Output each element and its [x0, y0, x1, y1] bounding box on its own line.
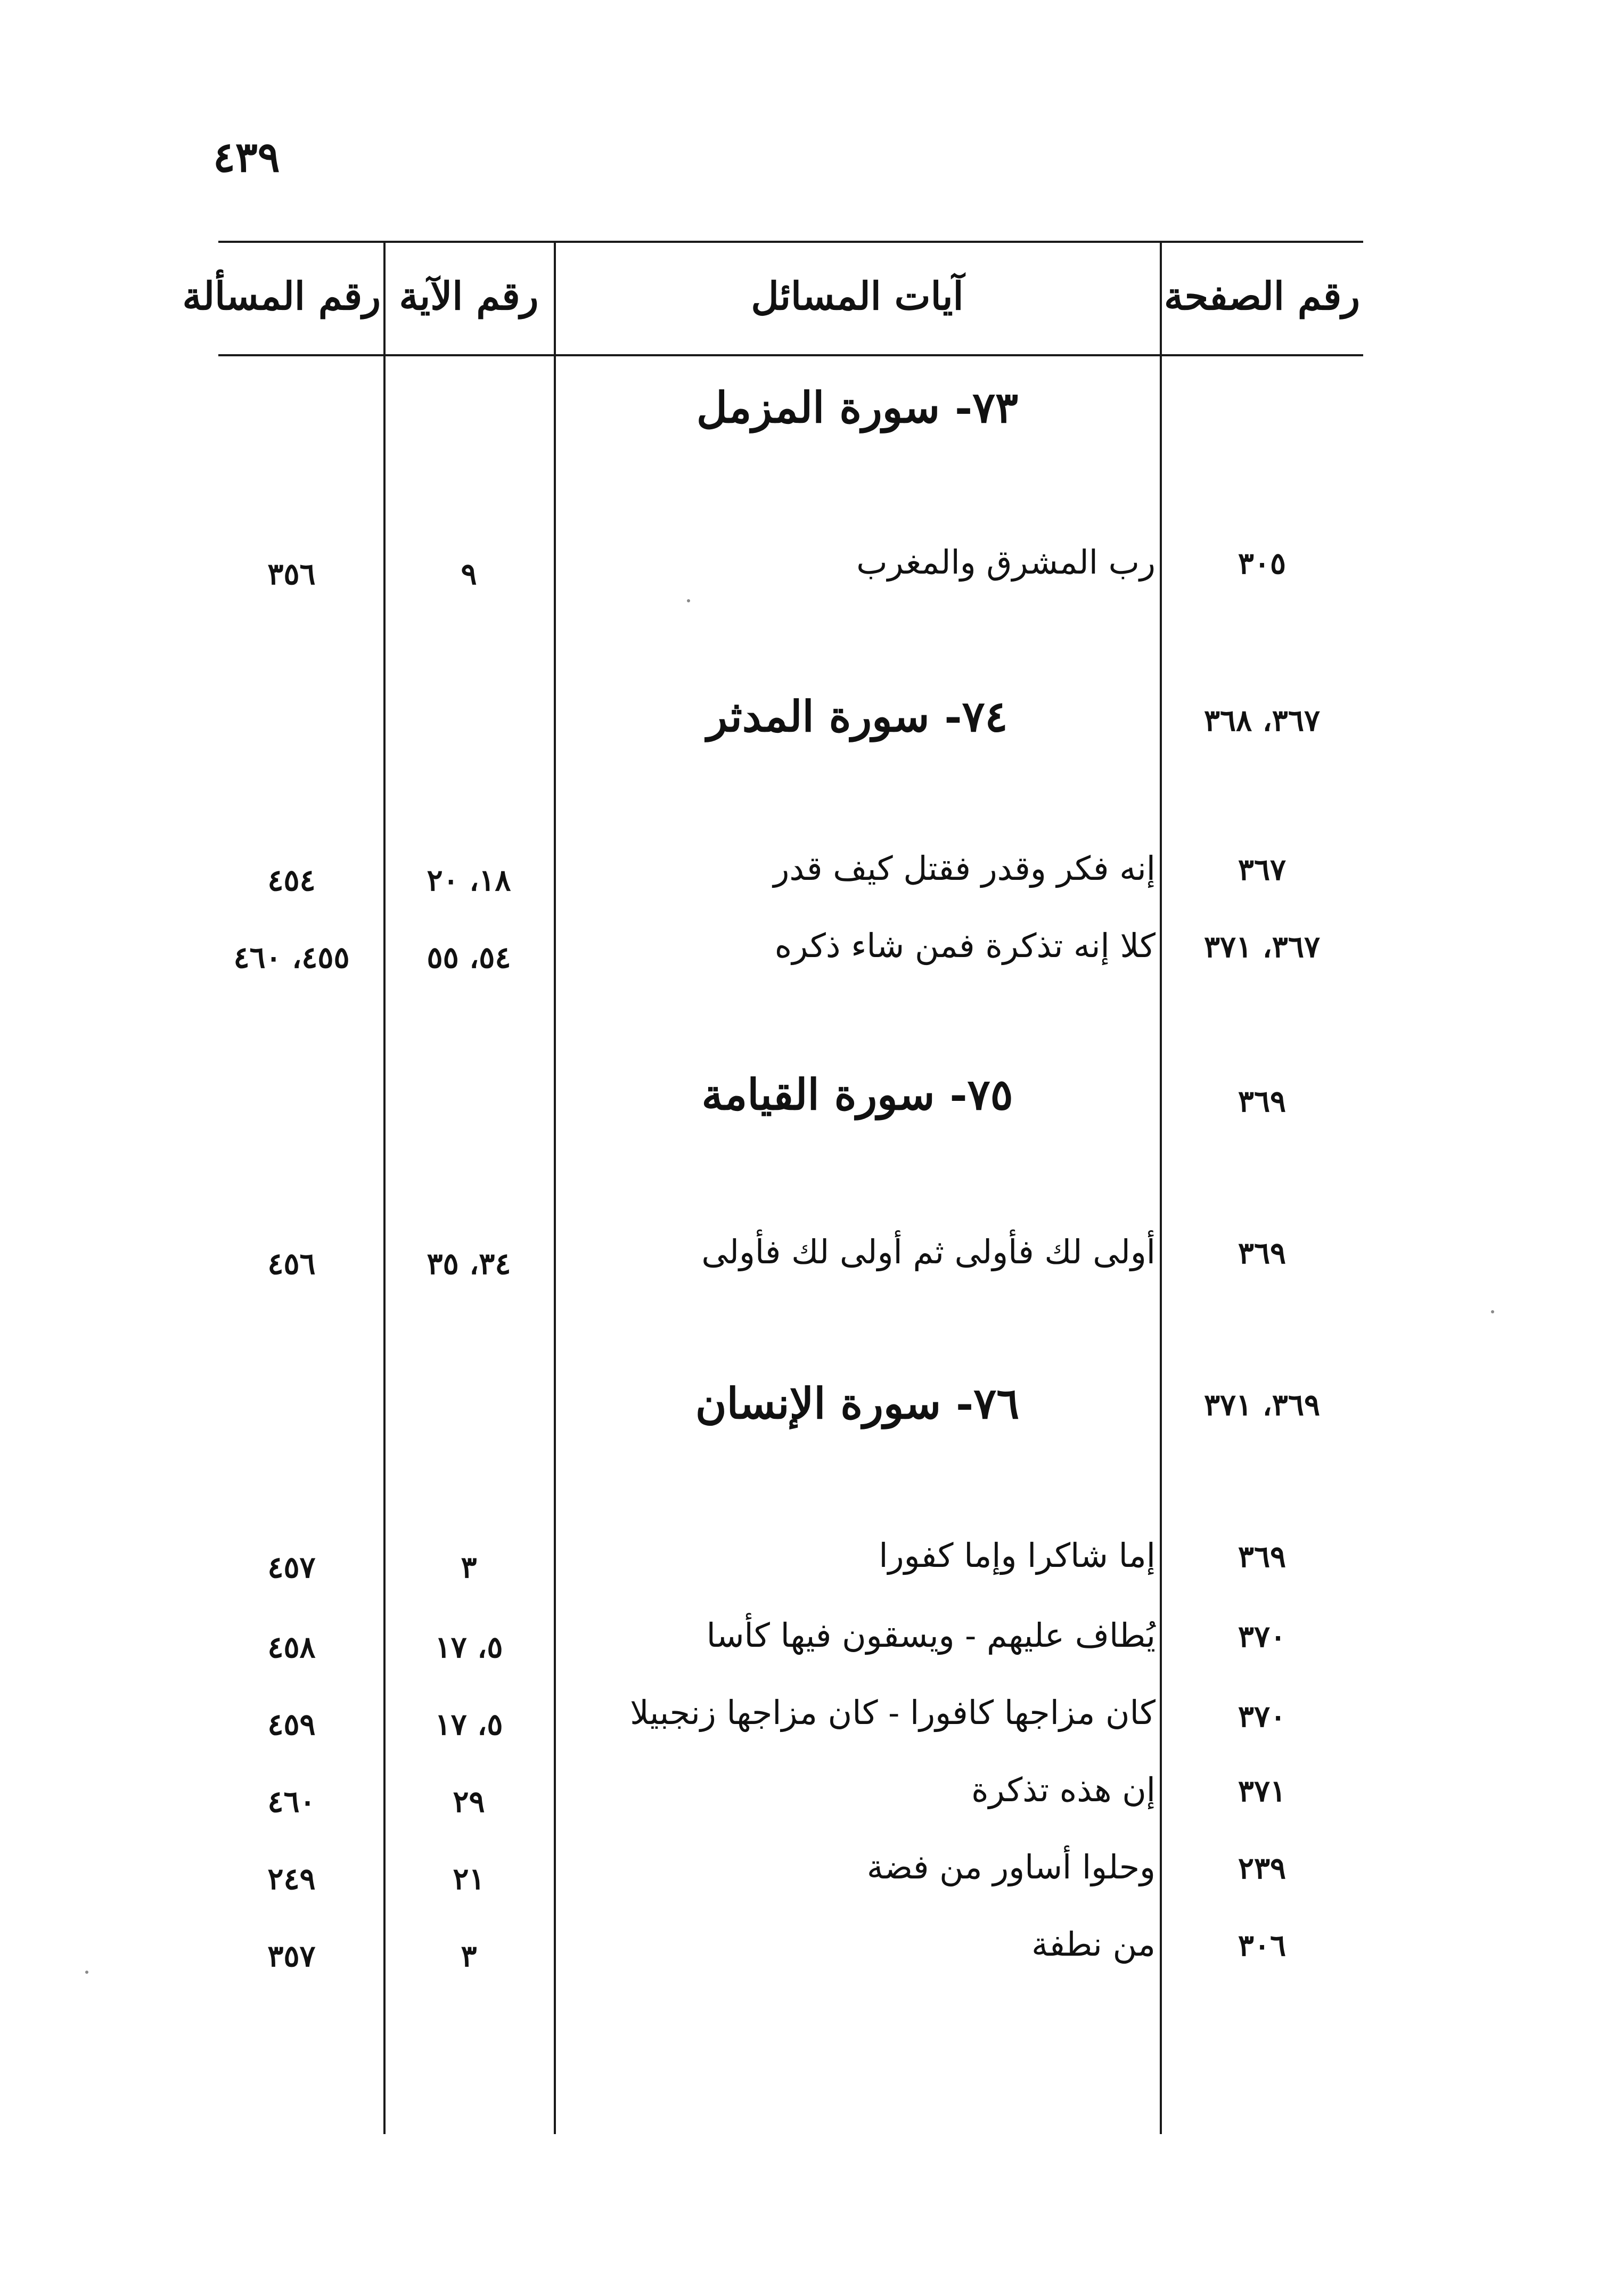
row-6-verse-text: أولى لك فأولى ثم أولى لك فأولى: [701, 1232, 1156, 1271]
row-9-page: ٣٧٠: [1238, 1619, 1287, 1654]
row-11-issue-number: ٤٦٠: [267, 1784, 316, 1819]
row-13-verse-text: من نطفة: [1031, 1925, 1156, 1964]
row-1-issue-number: ٣٥٦: [267, 557, 316, 592]
row-10-issue-number: ٤٥٩: [267, 1707, 316, 1742]
scan-speck: [85, 1971, 88, 1974]
surah-title: ٧٥- سورة القيامة: [701, 1069, 1013, 1120]
row-12-issue-number: ٢٤٩: [267, 1861, 316, 1897]
page-number: ٤٣٩: [213, 133, 280, 182]
row-8-issue-number: ٤٥٧: [267, 1550, 316, 1585]
row-13-verse-number: ٣: [461, 1939, 477, 1974]
row-4-issue-number: ٤٥٥، ٤٦٠: [233, 940, 350, 975]
row-3-verse-text: إنه فكر وقدر فقتل كيف قدر: [773, 849, 1156, 888]
table-top-rule: [218, 241, 1363, 243]
header-verses: آيات المسائل: [751, 273, 964, 318]
row-9-verse-text: يُطاف عليهم - ويسقون فيها كأسا: [706, 1616, 1156, 1655]
row-9-issue-number: ٤٥٨: [267, 1630, 316, 1665]
scan-speck: [1491, 1310, 1494, 1313]
header-verse-number: رقم الآية: [399, 273, 539, 318]
column-divider-1: [383, 241, 386, 2134]
row-11-verse-text: إن هذه تذكرة: [971, 1770, 1156, 1809]
column-divider-3: [1160, 241, 1162, 2134]
row-12-verse-text: وحلوا أساور من فضة: [866, 1848, 1156, 1886]
row-5-page: ٣٦٩: [1238, 1084, 1287, 1119]
surah-title: ٧٤- سورة المدثر: [707, 691, 1008, 741]
row-8-page: ٣٦٩: [1238, 1539, 1287, 1574]
row-11-page: ٣٧١: [1238, 1774, 1287, 1809]
row-10-page: ٣٧٠: [1238, 1699, 1287, 1734]
row-3-page: ٣٦٧: [1238, 852, 1287, 887]
row-6-issue-number: ٤٥٦: [267, 1246, 316, 1281]
row-3-issue-number: ٤٥٤: [267, 863, 316, 898]
row-6-verse-number: ٣٤، ٣٥: [427, 1246, 511, 1281]
surah-title: ٧٣- سورة المزمل: [696, 382, 1019, 432]
row-8-verse-number: ٣: [461, 1550, 477, 1585]
header-bottom-rule: [218, 354, 1363, 356]
row-9-verse-number: ٥، ١٧: [435, 1630, 503, 1665]
row-10-verse-number: ٥، ١٧: [435, 1707, 503, 1742]
scan-speck: [687, 599, 690, 602]
header-issue-number: رقم المسألة: [182, 273, 381, 318]
row-10-verse-text: كان مزاجها كافورا - كان مزاجها زنجبيلا: [630, 1693, 1156, 1732]
row-2-page: ٣٦٧، ٣٦٨: [1203, 703, 1321, 738]
header-page-number: رقم الصفحة: [1163, 273, 1361, 318]
row-13-issue-number: ٣٥٧: [267, 1939, 316, 1974]
row-8-verse-text: إما شاكرا وإما كفورا: [879, 1536, 1156, 1575]
row-3-verse-number: ١٨، ٢٠: [427, 863, 511, 898]
row-1-verse-number: ٩: [461, 557, 477, 592]
surah-title: ٧٦- سورة الإنسان: [695, 1378, 1020, 1428]
row-4-verse-text: كلا إنه تذكرة فمن شاء ذكره: [774, 926, 1156, 965]
row-4-page: ٣٦٧، ٣٧١: [1203, 929, 1321, 965]
row-7-page: ٣٦٩، ٣٧١: [1203, 1387, 1321, 1423]
row-1-page: ٣٠٥: [1238, 546, 1287, 581]
row-12-verse-number: ٢١: [453, 1861, 485, 1897]
row-4-verse-number: ٥٤، ٥٥: [427, 940, 511, 975]
row-1-verse-text: رب المشرق والمغرب: [856, 543, 1156, 582]
row-12-page: ٢٣٩: [1238, 1851, 1287, 1886]
row-6-page: ٣٦٩: [1238, 1236, 1287, 1271]
row-11-verse-number: ٢٩: [453, 1784, 485, 1819]
column-divider-2: [554, 241, 556, 2134]
row-13-page: ٣٠٦: [1238, 1928, 1287, 1963]
